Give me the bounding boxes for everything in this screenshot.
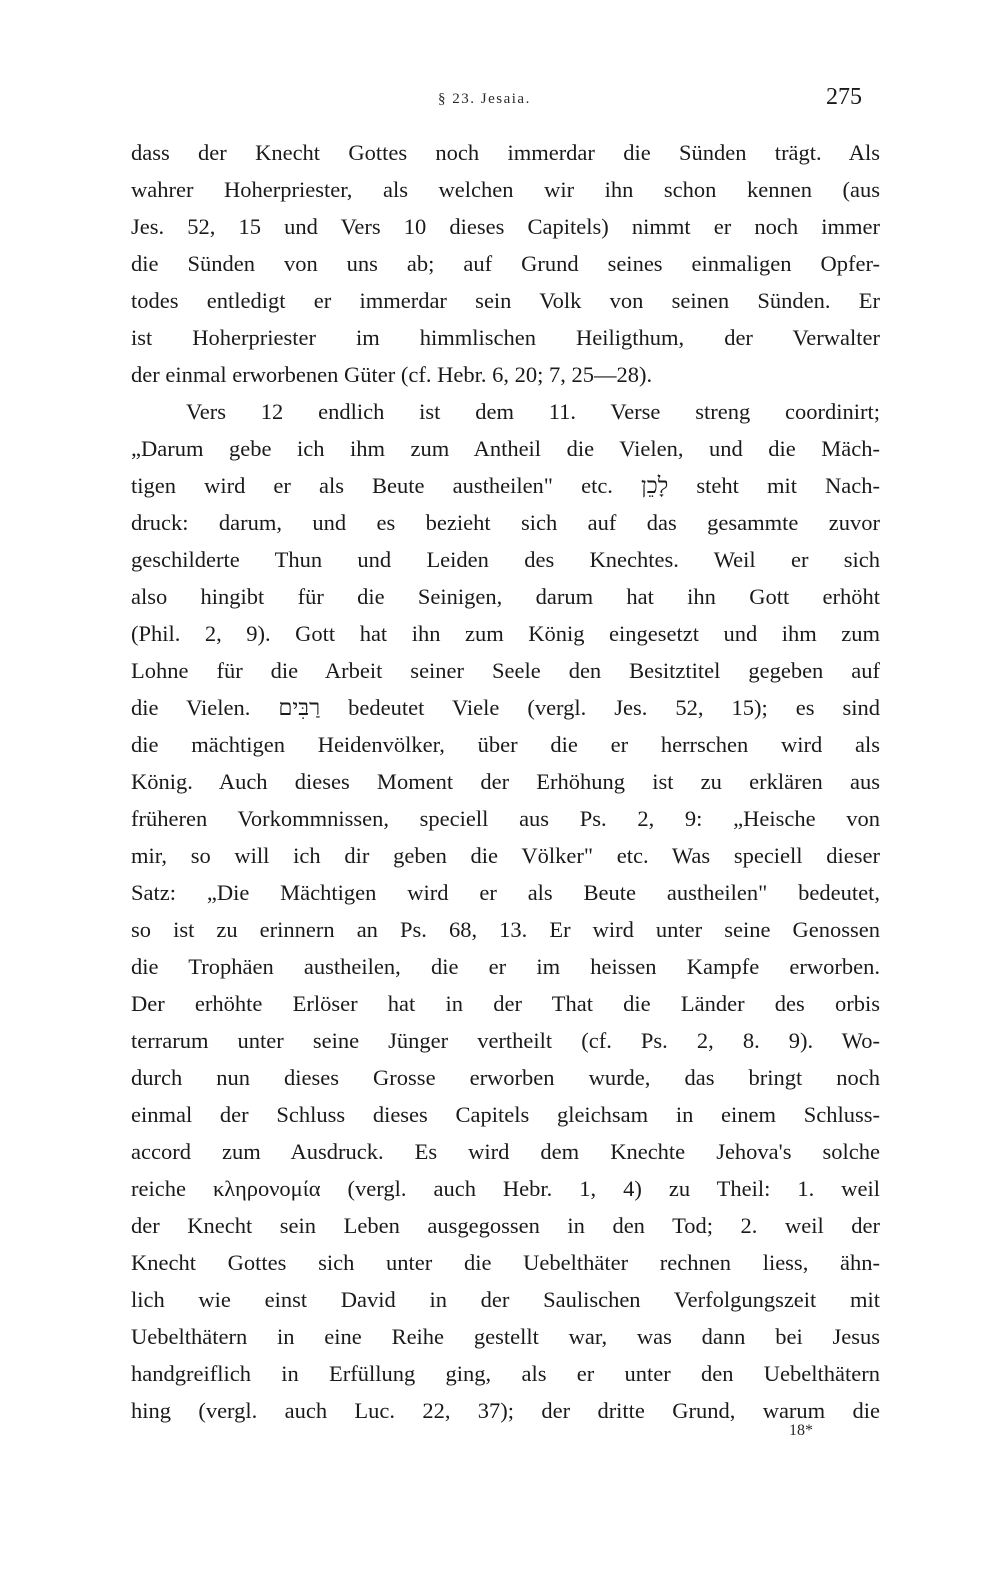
text-line: Uebelthätern in eine Reihe gestellt war, was dann bei Jesus (131, 1324, 880, 1349)
text-line: „Darum gebe ich ihm zum Antheil die Vielen, und die Mäch- (131, 436, 880, 461)
text-line: tigen wird er als Beute austheilen" etc. לָכֵן steht mit Nach- (131, 473, 880, 498)
text-line: hing (vergl. auch Luc. 22, 37); der dritte Grund, warum die (131, 1398, 880, 1423)
text-line: die Vielen. רַבִּים bedeutet Viele (vergl. Jes. 52, 15); es sind (131, 695, 880, 720)
body-text (131, 134, 880, 1429)
paragraph-start-line: Vers 12 endlich ist dem 11. Verse streng coordinirt; (186, 399, 880, 424)
text-line: durch nun dieses Grosse erworben wurde, das bringt noch (131, 1065, 880, 1090)
text-line: Jes. 52, 15 und Vers 10 dieses Capitels) nimmt er noch immer (131, 214, 880, 239)
page-number: 275 (826, 84, 862, 110)
running-head: § 23. Jesaia. (438, 91, 531, 107)
text-line: die Trophäen austheilen, die er im heissen Kampfe erworben. (131, 954, 880, 979)
text-line: mir, so will ich dir geben die Völker" etc. Was speciell dieser (131, 843, 880, 868)
text-line: terrarum unter seine Jünger vertheilt (cf. Ps. 2, 8. 9). Wo- (131, 1028, 880, 1053)
text-line: die mächtigen Heidenvölker, über die er herrschen wird als (131, 732, 880, 757)
text-line: accord zum Ausdruck. Es wird dem Knechte Jehova's solche (131, 1139, 880, 1164)
text-line: Der erhöhte Erlöser hat in der That die Länder des orbis (131, 991, 880, 1016)
text-line: einmal der Schluss dieses Capitels gleichsam in einem Schluss- (131, 1102, 880, 1127)
text-line: handgreiflich in Erfüllung ging, als er unter den Uebelthätern (131, 1361, 880, 1386)
text-line: früheren Vorkommnissen, speciell aus Ps. 2, 9: „Heische von (131, 806, 880, 831)
text-line: ist Hoherpriester im himmlischen Heiligthum, der Verwalter (131, 325, 880, 350)
text-line: Lohne für die Arbeit seiner Seele den Besitztitel gegeben auf (131, 658, 880, 683)
text-line: der einmal erworbenen Güter (cf. Hebr. 6, 20; 7, 25—28). (131, 362, 653, 387)
text-line: die Sünden von uns ab; auf Grund seines einmaligen Opfer- (131, 251, 880, 276)
text-line: der Knecht sein Leben ausgegossen in den Tod; 2. weil der (131, 1213, 880, 1238)
text-line: geschilderte Thun und Leiden des Knechtes. Weil er sich (131, 547, 880, 572)
text-line: (Phil. 2, 9). Gott hat ihn zum König eingesetzt und ihm zum (131, 621, 880, 646)
text-line: wahrer Hoherpriester, als welchen wir ihn schon kennen (aus (131, 177, 880, 202)
text-line: todes entledigt er immerdar sein Volk von seinen Sünden. Er (131, 288, 880, 313)
text-line: so ist zu erinnern an Ps. 68, 13. Er wird unter seine Genossen (131, 917, 880, 942)
text-line: lich wie einst David in der Saulischen Verfolgungszeit mit (131, 1287, 880, 1312)
text-line: König. Auch dieses Moment der Erhöhung ist zu erklären aus (131, 769, 880, 794)
signature-mark: 18* (789, 1422, 813, 1439)
text-line: also hingibt für die Seinigen, darum hat ihn Gott erhöht (131, 584, 880, 609)
text-line: druck: darum, und es bezieht sich auf das gesammte zuvor (131, 510, 880, 535)
text-line: dass der Knecht Gottes noch immerdar die Sünden trägt. Als (131, 140, 880, 165)
text-line: Satz: „Die Mächtigen wird er als Beute austheilen" bedeutet, (131, 880, 880, 905)
text-line: reiche κληρονομία (vergl. auch Hebr. 1, 4) zu Theil: 1. weil (131, 1176, 880, 1201)
text-line: Knecht Gottes sich unter die Uebelthäter rechnen liess, ähn- (131, 1250, 880, 1275)
